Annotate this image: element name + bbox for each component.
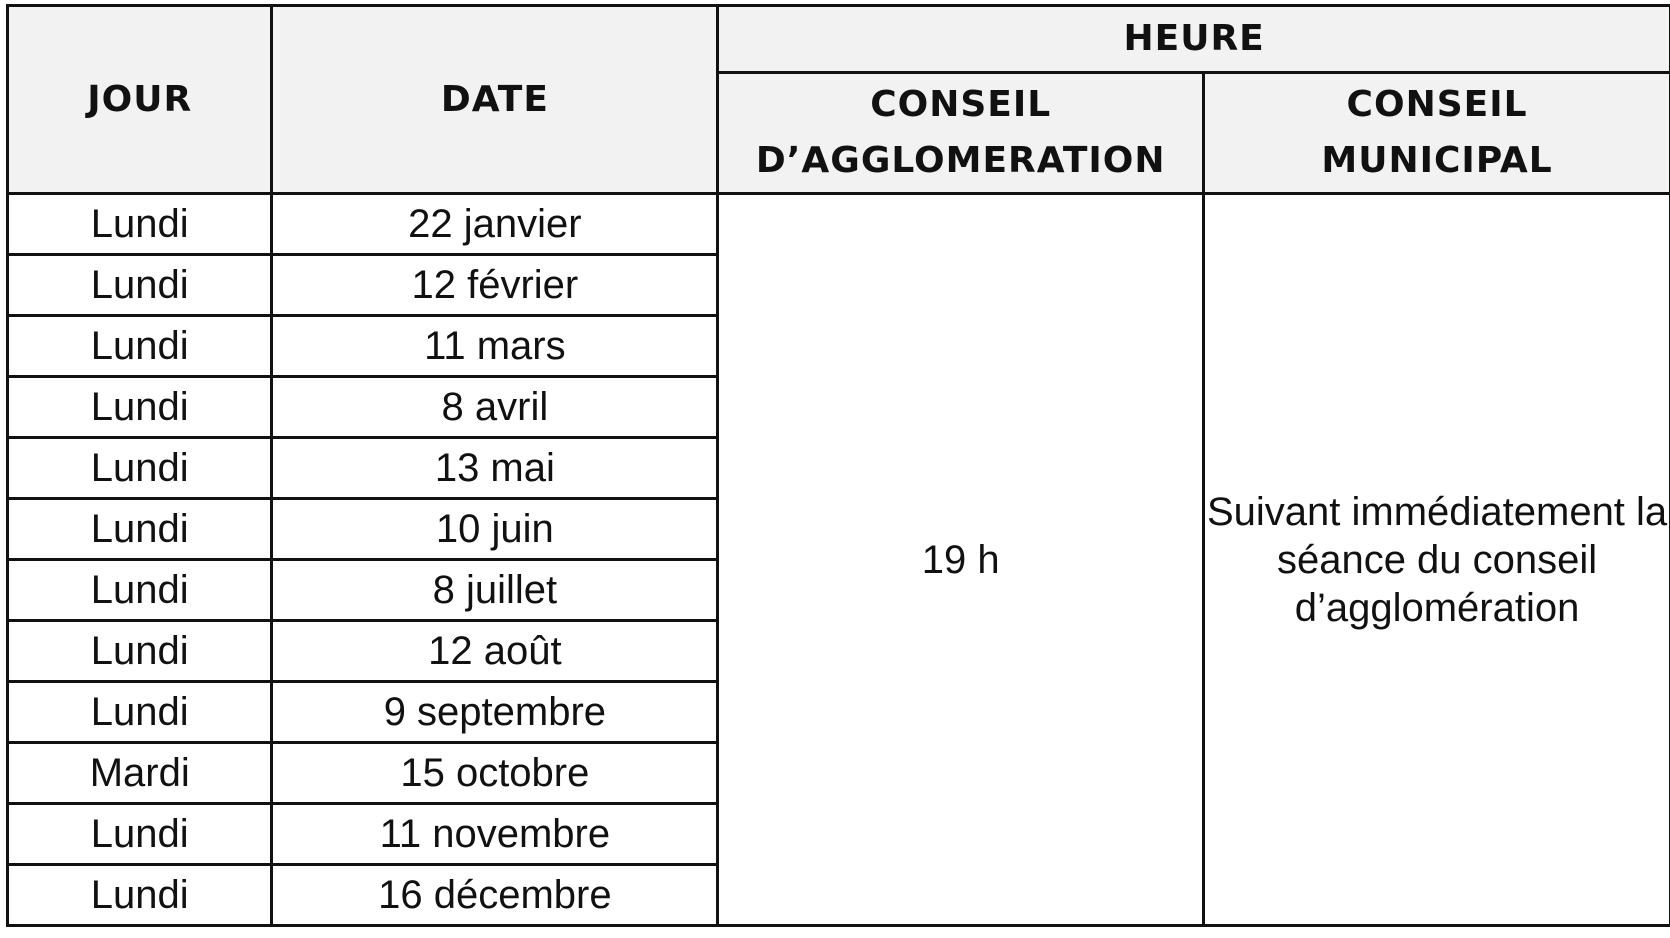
row-day: Lundi: [8, 194, 272, 255]
row-day: Lundi: [8, 316, 272, 377]
municipal-time-cell: Suivant immédiatement la séance du conseil d’agglomération: [1204, 194, 1670, 926]
meeting-schedule-table: [6, 4, 1670, 927]
row-date: 9 septembre: [272, 682, 718, 743]
header-heure: HEURE: [718, 6, 1670, 73]
row-day: Lundi: [8, 682, 272, 743]
row-date: 10 juin: [272, 499, 718, 560]
header-jour: JOUR: [8, 6, 272, 194]
agglo-time-cell: 19 h: [718, 194, 1204, 926]
header-conseil-agglomeration: CONSEIL D’AGGLOMERATION: [718, 73, 1204, 194]
row-date: 11 mars: [272, 316, 718, 377]
table-body: [8, 194, 1670, 926]
row-date: 13 mai: [272, 438, 718, 499]
row-date: 22 janvier: [272, 194, 718, 255]
header-conseil-municipal: CONSEIL MUNICIPAL: [1204, 73, 1670, 194]
row-date: 12 février: [272, 255, 718, 316]
header-row-top: [8, 6, 1670, 73]
row-date: 11 novembre: [272, 804, 718, 865]
row-date: 8 juillet: [272, 560, 718, 621]
row-day: Lundi: [8, 255, 272, 316]
row-date: 15 octobre: [272, 743, 718, 804]
row-date: 12 août: [272, 621, 718, 682]
row-day: Lundi: [8, 560, 272, 621]
row-day: Lundi: [8, 804, 272, 865]
row-day: Lundi: [8, 499, 272, 560]
row-day: Lundi: [8, 621, 272, 682]
row-day: Lundi: [8, 377, 272, 438]
table-row: [8, 194, 1670, 255]
row-day: Lundi: [8, 865, 272, 926]
row-day: Lundi: [8, 438, 272, 499]
row-date: 16 décembre: [272, 865, 718, 926]
table-header: [8, 6, 1670, 194]
header-date: DATE: [272, 6, 718, 194]
row-date: 8 avril: [272, 377, 718, 438]
row-day: Mardi: [8, 743, 272, 804]
